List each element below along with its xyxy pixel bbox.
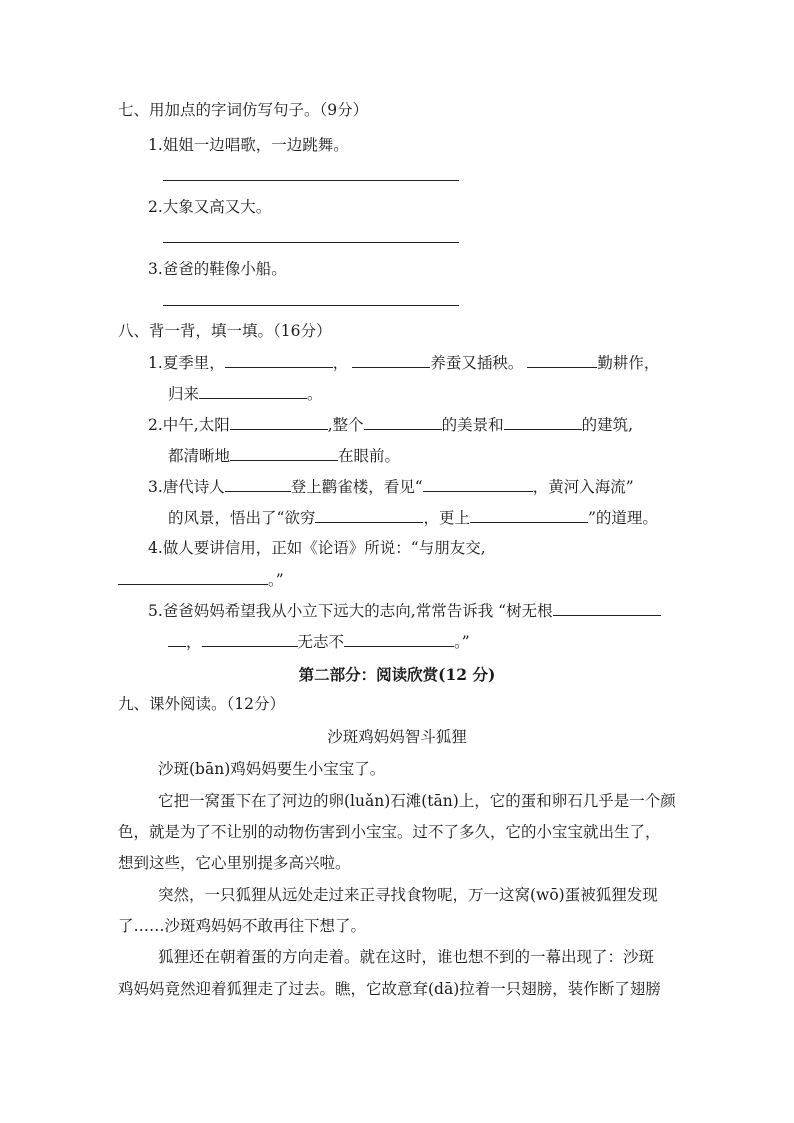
part-2-heading: 第二部分：阅读欣赏(12 分) [298,665,496,684]
s8-q3-blank-4[interactable] [470,506,588,523]
s8-q5-text-d: 。” [454,633,470,651]
story-line-1: 沙斑(bān)鸡妈妈要生小宝宝了。 [158,760,386,778]
story-line-5: 突然，一只狐狸从远处走过来正寻找食物呢，万一这窝(wō)蛋被狐狸发现 [158,886,658,904]
s7-answer-line-1[interactable] [163,180,459,181]
s8-q2-text-f: 在眼前。 [338,447,401,465]
s8-q2-text-c: 的美景和 [441,416,504,434]
story-title: 沙斑鸡妈妈智斗狐狸 [327,728,467,746]
s8-q1-blank-4[interactable] [199,382,307,399]
s8-q5-line2 [168,630,470,653]
s8-q1-line2 [168,382,323,405]
s8-q2-text-b: ,整个 [327,416,364,434]
section-8-heading: 八、背一背，填一填。（16分） [118,322,332,340]
s8-q3-text-b: 登上鹳雀楼，看见“ [290,478,423,496]
s8-q1-text-e: 归来 [168,385,200,403]
s8-q1-text-d: 勤耕作， [597,354,660,372]
s8-q5-blank-1-cont[interactable] [168,630,186,647]
s8-q1-text-b: ， [332,354,349,372]
s8-q4-text-b: 。” [268,571,284,589]
s8-q5-line1 [148,599,661,622]
s8-q5-text-b: ， [186,633,202,651]
s8-q1-text-f: 。 [307,385,323,403]
s8-q1-blank-2[interactable] [352,351,430,368]
s8-q3-line2 [168,506,658,529]
story-line-6: 了……沙斑鸡妈妈不敢再往下想了。 [118,917,367,935]
s8-q3-blank-1[interactable] [225,475,291,492]
s8-q1-blank-3[interactable] [527,351,597,368]
s8-q1-text-c: 养蚕又插秧。 [430,354,524,372]
story-line-8: 鸡妈妈竟然迎着狐狸走了过去。瞧，它故意耷(dā)拉着一只翅膀，装作断了翅膀 [118,980,661,998]
s8-q3-text-e: ，更上 [423,509,470,527]
s8-q1-line1 [148,351,659,374]
s7-answer-line-2[interactable] [163,242,459,243]
s8-q1-blank-1[interactable] [225,351,333,368]
s8-q3-text-d: 的风景，悟出了“欲穷 [168,509,316,527]
s8-q3-text-f: ”的道理。 [587,509,658,527]
s8-q5-text-a: 5.爸爸妈妈希望我从小立下远大的志向,常常告诉我 “树无根 [148,602,553,620]
s8-q5-blank-3[interactable] [344,630,454,647]
s8-q2-blank-4[interactable] [230,444,338,461]
s8-q2-line2 [168,444,400,467]
s7-answer-line-3[interactable] [163,305,459,306]
s7-item-1: 1.姐姐一边唱歌，一边跳舞。 [148,136,349,154]
s8-q4-line1: 4.做人要讲信用，正如《论语》所说：“与朋友交, [148,539,486,557]
s8-q2-blank-1[interactable] [230,413,328,430]
s8-q3-blank-2[interactable] [423,475,533,492]
s8-q3-line1 [148,475,634,498]
story-line-2: 它把一窝蛋下在了河边的卵(luǎn)石滩(tān)上，它的蛋和卵石几乎是一个颜 [158,792,676,810]
s8-q2-text-e: 都清晰地 [168,447,231,465]
story-line-7: 狐狸还在朝着蛋的方向走着。就在这时，谁也想不到的一幕出现了：沙斑 [158,948,655,966]
story-line-3: 色，就是为了不让别的动物伤害到小宝宝。过不了多久，它的小宝宝就出生了， [118,823,661,841]
s8-q2-text-a: 2.中午,太阳 [148,416,230,434]
section-9-heading: 九、课外阅读。（12分） [118,695,285,713]
s7-item-2: 2.大象又高又大。 [148,198,272,216]
s8-q2-blank-2[interactable] [364,413,442,430]
s8-q3-text-c: ，黄河入海流” [532,478,634,496]
s7-item-3: 3.爸爸的鞋像小船。 [148,260,287,278]
s8-q2-blank-3[interactable] [504,413,582,430]
s8-q5-blank-1[interactable] [553,599,661,616]
s8-q3-blank-3[interactable] [315,506,423,523]
section-7-heading: 七、用加点的字词仿写句子。（9分） [118,101,369,119]
s8-q3-text-a: 3.唐代诗人 [148,478,225,496]
s8-q2-line1 [148,413,633,436]
s8-q5-blank-2[interactable] [202,630,298,647]
s8-q4-blank-1[interactable] [118,568,268,585]
s8-q5-text-c: 无志不 [297,633,345,651]
s8-q4-line2 [118,568,284,591]
story-line-4: 想到这些，它心里别提多高兴啦。 [118,854,351,872]
s8-q1-text-a: 1.夏季里， [148,354,225,372]
s8-q2-text-d: 的建筑, [581,416,634,434]
